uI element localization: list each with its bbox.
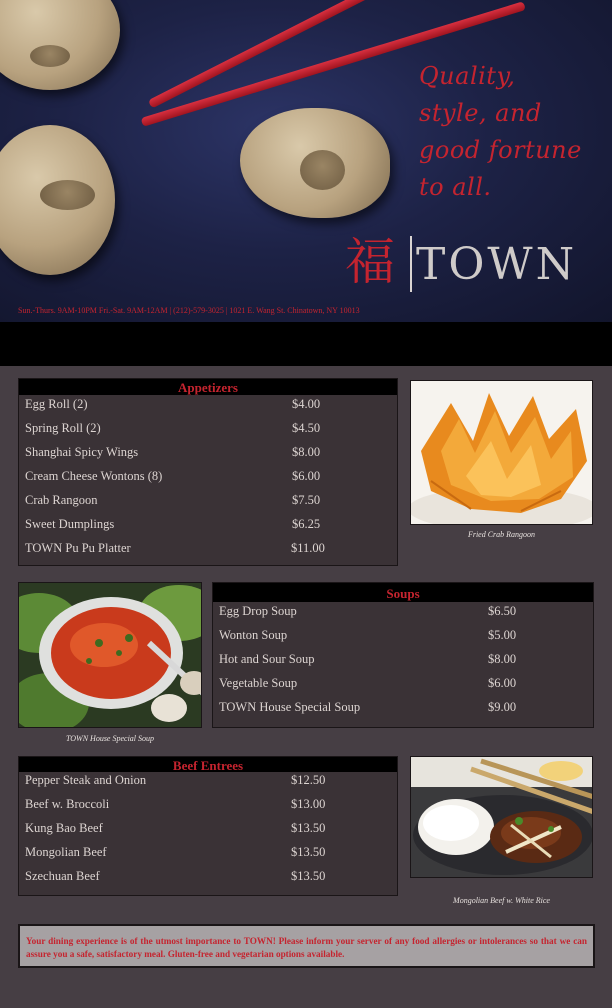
allergy-notice: Your dining experience is of the utmost importance to TOWN! Please inform your server of any food allergies or intolerances so that we can assure you a safe, satisfactory meal. Gluten-free and vegetarian options available. bbox=[18, 924, 595, 968]
mongolian-beef-photo bbox=[410, 756, 593, 878]
photo-caption: Mongolian Beef w. White Rice bbox=[453, 896, 550, 905]
menu-item bbox=[213, 700, 593, 720]
logo-character: 福 bbox=[345, 233, 395, 291]
tagline-line: style, and bbox=[419, 99, 542, 127]
menu-item bbox=[19, 821, 397, 841]
menu-item bbox=[19, 797, 397, 817]
tagline-line: Quality, bbox=[419, 62, 516, 90]
menu-item bbox=[19, 397, 397, 417]
hours-address-line: Sun.-Thurs. 9AM-10PM Fri.-Sat. 9AM-12AM | (212)-579-3025 | 1021 E. Wang St. Chinatown, NY 10013 bbox=[18, 306, 360, 315]
item-price: $6.50 bbox=[488, 604, 517, 618]
item-price: $6.25 bbox=[292, 517, 321, 531]
menu-item bbox=[19, 869, 397, 889]
section-title: Appetizers bbox=[19, 379, 397, 395]
item-price: $13.50 bbox=[291, 821, 326, 835]
item-price: $13.50 bbox=[291, 869, 326, 883]
logo-divider bbox=[410, 236, 412, 292]
item-name: Szechuan Beef bbox=[25, 869, 100, 883]
item-name: Beef w. Broccoli bbox=[25, 797, 110, 811]
tagline-line: good fortune bbox=[419, 136, 582, 164]
soups-section bbox=[212, 582, 594, 728]
photo-caption: TOWN House Special Soup bbox=[65, 734, 155, 743]
menu-item bbox=[19, 517, 397, 537]
menu-item bbox=[19, 421, 397, 441]
item-name: Crab Rangoon bbox=[25, 493, 98, 507]
item-price: $6.00 bbox=[292, 469, 321, 483]
item-price: $8.00 bbox=[488, 652, 517, 666]
item-name: Egg Roll (2) bbox=[25, 397, 88, 411]
item-price: $4.50 bbox=[292, 421, 321, 435]
house-soup-photo bbox=[18, 582, 202, 728]
house-soup-image bbox=[19, 583, 202, 728]
divider-band bbox=[0, 322, 612, 366]
mongolian-beef-image bbox=[411, 757, 593, 878]
item-price: $12.50 bbox=[291, 773, 326, 787]
item-price: $8.00 bbox=[292, 445, 321, 459]
item-name: Vegetable Soup bbox=[219, 676, 298, 690]
fortune-cookie-image bbox=[0, 0, 120, 90]
item-price: $13.00 bbox=[291, 797, 326, 811]
item-price: $4.00 bbox=[292, 397, 321, 411]
menu-item bbox=[19, 845, 397, 865]
menu-item bbox=[19, 469, 397, 489]
menu-item bbox=[213, 604, 593, 624]
item-price: $11.00 bbox=[291, 541, 325, 555]
fortune-cookie-fold bbox=[40, 180, 95, 210]
item-name: TOWN Pu Pu Platter bbox=[25, 541, 131, 555]
item-name: Kung Bao Beef bbox=[25, 821, 103, 835]
item-name: Sweet Dumplings bbox=[25, 517, 115, 531]
appetizers-section bbox=[18, 378, 398, 566]
crab-rangoon-photo bbox=[410, 380, 593, 525]
menu-item bbox=[213, 628, 593, 648]
item-name: Pepper Steak and Onion bbox=[25, 773, 147, 787]
logo-wordmark: TOWN bbox=[416, 239, 578, 290]
tagline-line: to all. bbox=[419, 173, 492, 201]
item-name: Egg Drop Soup bbox=[219, 604, 297, 618]
menu-item bbox=[19, 445, 397, 465]
menu-item bbox=[19, 773, 397, 793]
menu-item bbox=[213, 652, 593, 672]
beef-entrees-section bbox=[18, 756, 398, 896]
hero-banner bbox=[0, 0, 612, 322]
item-name: Spring Roll (2) bbox=[25, 421, 101, 435]
fortune-cookie-fold bbox=[30, 45, 70, 67]
item-price: $6.00 bbox=[488, 676, 517, 690]
photo-caption: Fried Crab Rangoon bbox=[467, 530, 536, 539]
item-price: $7.50 bbox=[292, 493, 321, 507]
item-name: TOWN House Special Soup bbox=[219, 700, 361, 714]
menu-item bbox=[19, 541, 397, 561]
item-price: $5.00 bbox=[488, 628, 517, 642]
section-title: Soups bbox=[213, 583, 593, 602]
menu-item bbox=[19, 493, 397, 513]
menu-item bbox=[213, 676, 593, 696]
item-name: Cream Cheese Wontons (8) bbox=[25, 469, 163, 483]
section-title: Beef Entrees bbox=[19, 757, 397, 772]
tagline bbox=[419, 58, 609, 206]
fortune-cookie-fold bbox=[300, 150, 345, 190]
item-price: $13.50 bbox=[291, 845, 326, 859]
item-price: $9.00 bbox=[488, 700, 517, 714]
item-name: Wonton Soup bbox=[219, 628, 288, 642]
crab-rangoon-image bbox=[411, 381, 593, 525]
item-name: Mongolian Beef bbox=[25, 845, 107, 859]
item-name: Shanghai Spicy Wings bbox=[25, 445, 139, 459]
item-name: Hot and Sour Soup bbox=[219, 652, 315, 666]
